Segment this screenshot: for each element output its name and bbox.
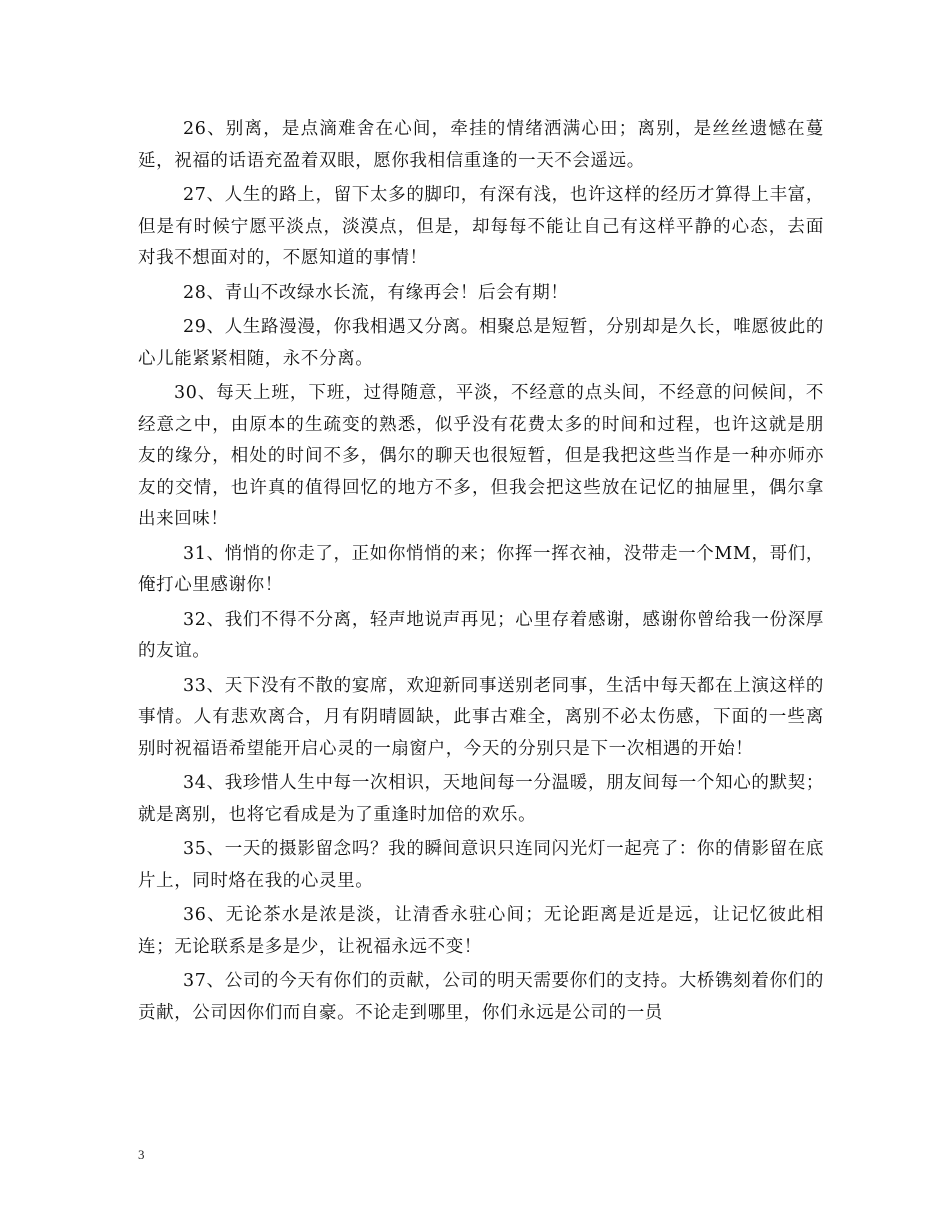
paragraph-31: 31、悄悄的你走了，正如你悄悄的来；你挥一挥衣袖，没带走一个MM，哥们，俺打心里感谢你！ [138,543,824,595]
paragraph-36: 36、无论茶水是浓是淡，让清香永驻心间；无论距离是近是远，让记忆彼此相连；无论联系是多是少，让祝福永远不变！ [138,905,824,957]
paragraph-37: 37、公司的今天有你们的贡献，公司的明天需要你们的支持。大桥镌刻着你们的贡献，公司因你们而自豪。不论走到哪里，你们永远是公司的一员 [138,971,824,1023]
paragraph-35: 35、一天的摄影留念吗？我的瞬间意识只连同闪光灯一起亮了：你的倩影留在底片上，同时烙在我的心灵里。 [138,839,824,891]
paragraph-29: 29、人生路漫漫，你我相遇又分离。相聚总是短暂，分别却是久长，唯愿彼此的心儿能紧紧相随，永不分离。 [138,317,824,369]
paragraph-27: 27、人生的路上，留下太多的脚印，有深有浅，也许这样的经历才算得上丰富，但是有时候宁愿平淡点，淡漠点，但是，却每每不能让自己有这样平静的心态，去面对我不想面对的，不愿知道的事情！ [138,185,824,268]
paragraph-34: 34、我珍惜人生中每一次相识，天地间每一分温暖，朋友间每一个知心的默契；就是离别，也将它看成是为了重逢时加倍的欢乐。 [138,773,824,825]
paragraph-33: 33、天下没有不散的宴席，欢迎新同事送别老同事，生活中每天都在上演这样的事情。人有悲欢离合，月有阴晴圆缺，此事古难全，离别不必太伤感，下面的一些离别时祝福语希望能开启心灵的一扇窗户，今天的分别只是下一次相遇的开始！ [138,675,824,759]
paragraph-28: 28、青山不改绿水长流，有缘再会！后会有期！ [183,282,569,303]
paragraph-30: 30、每天上班，下班，过得随意，平淡，不经意的点头间，不经意的问候间，不经意之中，由原本的生疏变的熟悉，似乎没有花费太多的时间和过程，也许这就是朋友的缘分，相处的时间不多，偶尔的聊天也很短暂，但是我把这些当作是一种亦师亦友的交情，也许真的值得回忆的地方不多，但我会把这些放在记忆的抽屉里，偶尔拿出来回味！ [138,383,824,529]
document-body [138,114,824,1032]
page-number: 3 [138,1147,145,1162]
paragraph-32: 32、我们不得不分离，轻声地说声再见；心里存着感谢，感谢你曾给我一份深厚的友谊。 [138,609,824,661]
paragraph-26: 26、别离，是点滴难舍在心间，牵挂的情绪洒满心田；离别，是丝丝遗憾在蔓延，祝福的话语充盈着双眼，愿你我相信重逢的一天不会遥远。 [138,119,824,171]
